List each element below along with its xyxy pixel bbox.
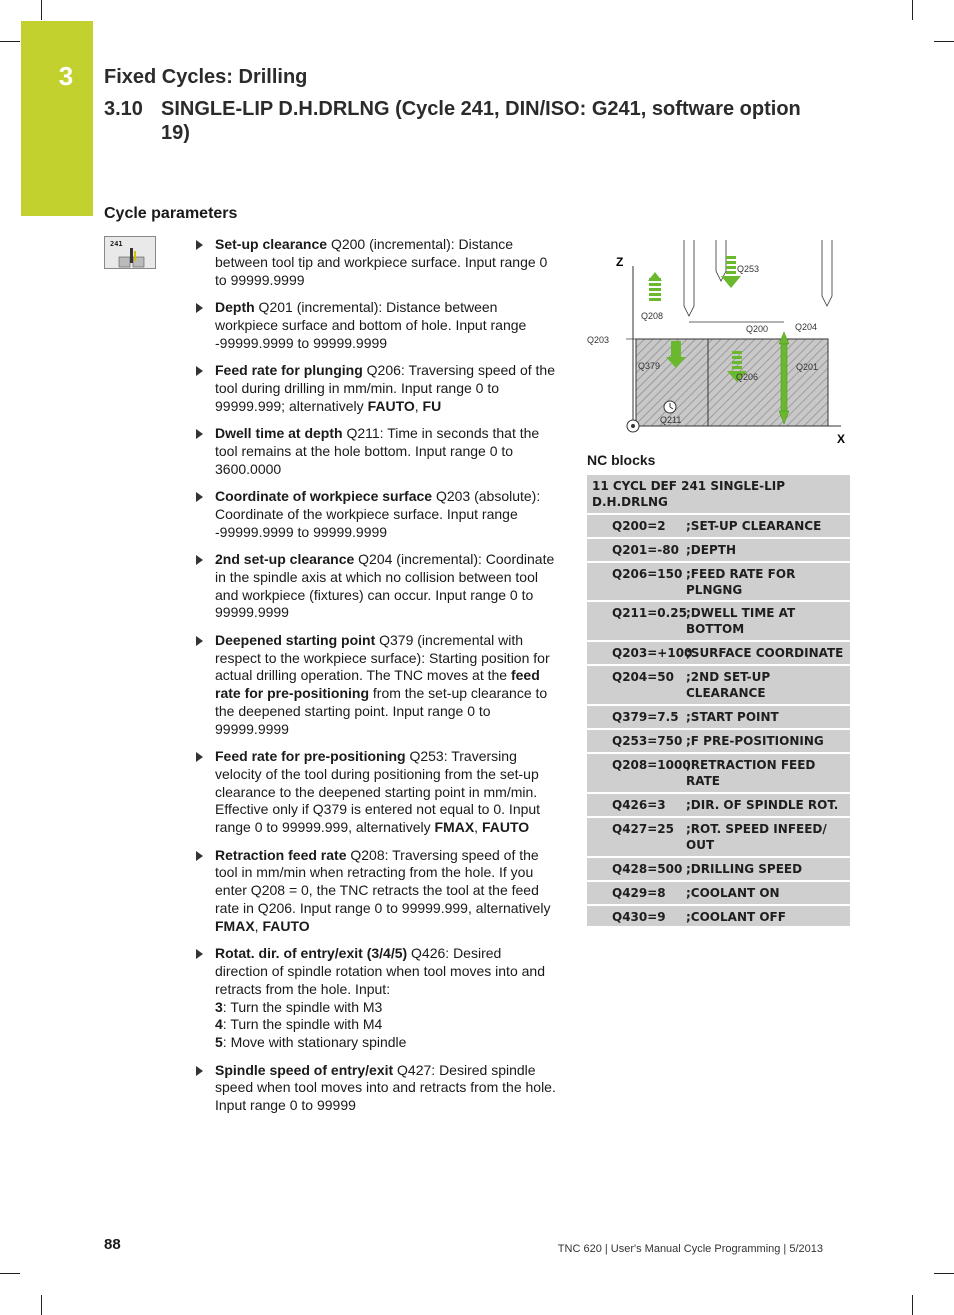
tool-middle — [716, 240, 726, 281]
bullet-arrow-icon — [196, 851, 203, 861]
nc-block-row: Q430=9 ;COOLANT OFF — [587, 906, 850, 928]
tool-right — [822, 240, 832, 306]
label-q204: Q204 — [795, 322, 818, 332]
cycle-diagram — [586, 236, 850, 448]
param-item: Feed rate for plunging Q206: Traversing speed of the tool during drilling in mm/min. Input range 0 to 99999.999; alternatively FAUTO, FU — [192, 362, 558, 415]
nc-blocks-heading: NC blocks — [587, 452, 656, 468]
crop-mark — [41, 1295, 42, 1315]
label-q208: Q208 — [641, 311, 664, 321]
nc-block-row: Q204=50 ;2ND SET-UP CLEARANCE — [587, 666, 850, 706]
nc-block-row: Q379=7.5 ;START POINT — [587, 706, 850, 730]
param-item: Rotat. dir. of entry/exit (3/4/5) Q426: Desired direction of spindle rotation when tool moves into and retracts from the hole. Input: 3: Turn the spindle with M3 4: Turn the spindle with M4 5: Move with stationary spindle — [192, 945, 558, 1052]
section-title-text: SINGLE-LIP D.H.DRLNG (Cycle 241, DIN/ISO: G241, software option 19) — [161, 98, 801, 144]
crop-mark — [934, 41, 954, 42]
nc-block-row: Q203=+100 ;SURFACE COORDINATE — [587, 642, 850, 666]
bullet-arrow-icon — [196, 555, 203, 565]
crop-mark — [41, 0, 42, 20]
param-item: Retraction feed rate Q208: Traversing speed of the tool in mm/min when retracting from the hole. If you enter Q208 = 0, the TNC retracts the tool at the feed rate in Q206. Input range 0 to 99999.999, alternatively FMAX, FAUTO — [192, 847, 558, 936]
bullet-arrow-icon — [196, 752, 203, 762]
nc-block-row: Q253=750 ;F PRE-POSITIONING — [587, 730, 850, 754]
bullet-arrow-icon — [196, 636, 203, 646]
chapter-tab — [21, 21, 93, 216]
bullet-arrow-icon — [196, 240, 203, 250]
nc-block-row: Q206=150 ;FEED RATE FOR PLNGNG — [587, 563, 850, 602]
bullet-arrow-icon — [196, 303, 203, 313]
nc-block-row: Q211=0.25 ;DWELL TIME AT BOTTOM — [587, 602, 850, 642]
bullet-arrow-icon — [196, 1066, 203, 1076]
cycle-softkey-icon — [104, 236, 156, 269]
crop-mark — [0, 1273, 20, 1274]
param-item: Dwell time at depth Q211: Time in seconds that the tool remains at the hole bottom. Input range 0 to 3600.0000 — [192, 425, 558, 478]
chapter-title: Fixed Cycles: Drilling — [104, 66, 308, 88]
nc-block-row: 11 CYCL DEF 241 SINGLE-LIP D.H.DRLNG — [587, 475, 850, 515]
crop-mark — [912, 0, 913, 20]
page-number: 88 — [104, 1236, 121, 1253]
nc-block-row: Q427=25 ;ROT. SPEED INFEED/ OUT — [587, 818, 850, 858]
nc-block-row: Q429=8 ;COOLANT ON — [587, 882, 850, 906]
param-item: Coordinate of workpiece surface Q203 (absolute): Coordinate of the workpiece surface. Input range -99999.9999 to 99999.9999 — [192, 488, 558, 541]
workpiece-right — [708, 339, 828, 426]
label-q203: Q203 — [587, 335, 610, 345]
crop-mark — [934, 1273, 954, 1274]
bullet-arrow-icon — [196, 492, 203, 502]
param-item: Spindle speed of entry/exit Q427: Desired spindle speed when tool moves into and retracts from the hole. Input range 0 to 99999 — [192, 1062, 558, 1115]
crop-mark — [0, 41, 20, 42]
label-q206: Q206 — [736, 372, 759, 382]
bullet-arrow-icon — [196, 429, 203, 439]
param-item: Set-up clearance Q200 (incremental): Distance between tool tip and workpiece surface. Input range 0 to 99999.9999 — [192, 236, 558, 289]
subsection-title: Cycle parameters — [104, 205, 238, 222]
nc-block-row: Q201=-80 ;DEPTH — [587, 539, 850, 563]
label-q201: Q201 — [796, 362, 819, 372]
nc-block-row: Q200=2 ;SET-UP CLEARANCE — [587, 515, 850, 539]
nc-block-row: Q426=3 ;DIR. OF SPINDLE ROT. — [587, 794, 850, 818]
section-number: 3.10 — [104, 98, 143, 120]
nc-block-row: Q428=500 ;DRILLING SPEED — [587, 858, 850, 882]
page-footer: TNC 620 | User's Manual Cycle Programming | 5/2013 — [557, 1243, 823, 1255]
param-item: 2nd set-up clearance Q204 (incremental): Coordinate in the spindle axis at which no collision between tool and workpiece (fixtures) can occur. Input range 0 to 99999.9999 — [192, 551, 558, 622]
bullet-arrow-icon — [196, 366, 203, 376]
crop-mark — [912, 1295, 913, 1315]
bullet-arrow-icon — [196, 949, 203, 959]
tool-left — [684, 240, 694, 316]
label-q200: Q200 — [746, 324, 769, 334]
label-q211: Q211 — [660, 415, 682, 425]
param-item: Feed rate for pre-positioning Q253: Traversing velocity of the tool during positioning from the set-up clearance to the deepened starting point in mm/min. Effective only if Q379 is entered not equal to 0. Input range 0 to 99999.999, alternatively FMAX, FAUTO — [192, 748, 558, 837]
param-item: Depth Q201 (incremental): Distance between workpiece surface and bottom of hole. Input range -99999.9999 to 99999.9999 — [192, 299, 558, 352]
chapter-number: 3 — [58, 61, 74, 91]
label-q253: Q253 — [737, 264, 760, 274]
axis-x-label: X — [837, 432, 846, 446]
nc-block-row: Q208=1000 ;RETRACTION FEED RATE — [587, 754, 850, 794]
axis-z-label: Z — [616, 255, 624, 269]
softkey-label: 241 — [110, 240, 123, 248]
parameter-list — [192, 236, 558, 1125]
drill-icon — [105, 237, 157, 270]
param-item: Deepened starting point Q379 (incremental with respect to the workpiece surface): Starting position for actual drilling operation. The TNC moves at the feed rate for pre-positioning from the set-up clearance to the deepened starting point. Input range 0 to 99999.9999 — [192, 632, 558, 739]
label-q379: Q379 — [638, 361, 661, 371]
